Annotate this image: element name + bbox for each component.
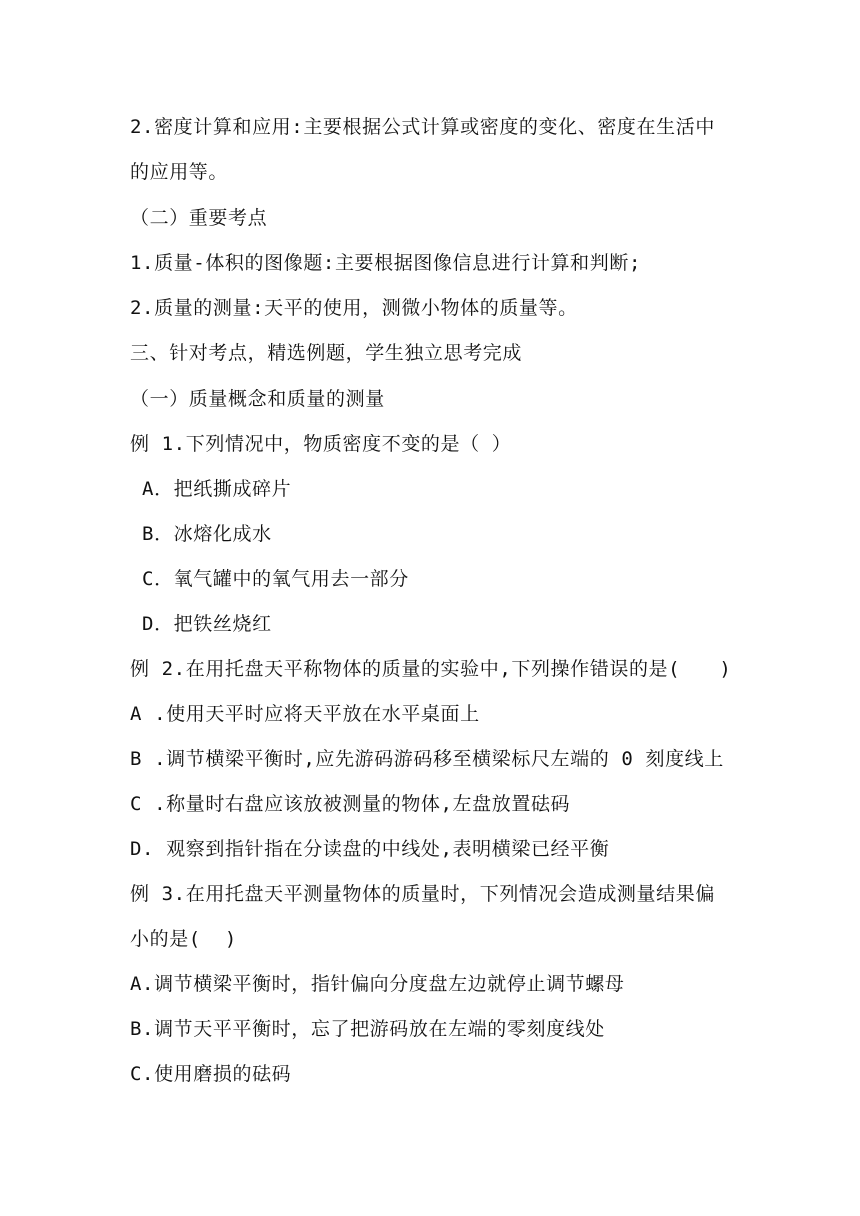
section-heading: 三、针对考点，精选例题，学生独立思考完成 xyxy=(130,342,523,364)
answer-option: B .调节横梁平衡时,应先游码游码移至横梁标尺左端的 0 刻度线上 xyxy=(130,748,724,770)
question-stem: 例 2.在用托盘天平称物体的质量的实验中,下列操作错误的是( ) xyxy=(130,658,732,680)
text-line: 1.质量-体积的图像题:主要根据图像信息进行计算和判断; xyxy=(130,252,641,274)
question-stem: 例 3.在用托盘天平测量物体的质量时，下列情况会造成测量结果偏 xyxy=(130,883,715,905)
answer-option: B.调节天平平衡时，忘了把游码放在左端的零刻度线处 xyxy=(130,1018,605,1040)
text-line: 2.质量的测量:天平的使用，测微小物体的质量等。 xyxy=(130,297,578,319)
answer-option: D．把铁丝烧红 xyxy=(130,613,272,635)
answer-option: C .称量时右盘应该放被测量的物体,左盘放置砝码 xyxy=(130,793,571,815)
text-line: 2.密度计算和应用:主要根据公式计算或密度的变化、密度在生活中 xyxy=(130,116,715,138)
answer-option: A.调节横梁平衡时，指针偏向分度盘左边就停止调节螺母 xyxy=(130,973,625,995)
answer-option: B．冰熔化成水 xyxy=(130,523,272,545)
question-stem-continued: 小的是( ) xyxy=(130,928,237,950)
section-heading: （二）重要考点 xyxy=(130,207,268,229)
text-line: 的应用等。 xyxy=(130,161,229,183)
answer-option: D. 观察到指针指在分读盘的中线处,表明横梁已经平衡 xyxy=(130,838,610,860)
answer-option: C.使用磨损的砝码 xyxy=(130,1063,292,1085)
answer-option: A．把纸撕成碎片 xyxy=(130,478,292,500)
answer-option: C．氧气罐中的氧气用去一部分 xyxy=(130,568,409,590)
answer-option: A .使用天平时应将天平放在水平桌面上 xyxy=(130,703,480,725)
section-heading: （一）质量概念和质量的测量 xyxy=(130,388,385,410)
question-stem: 例 1.下列情况中，物质密度不变的是（ ） xyxy=(130,433,512,455)
